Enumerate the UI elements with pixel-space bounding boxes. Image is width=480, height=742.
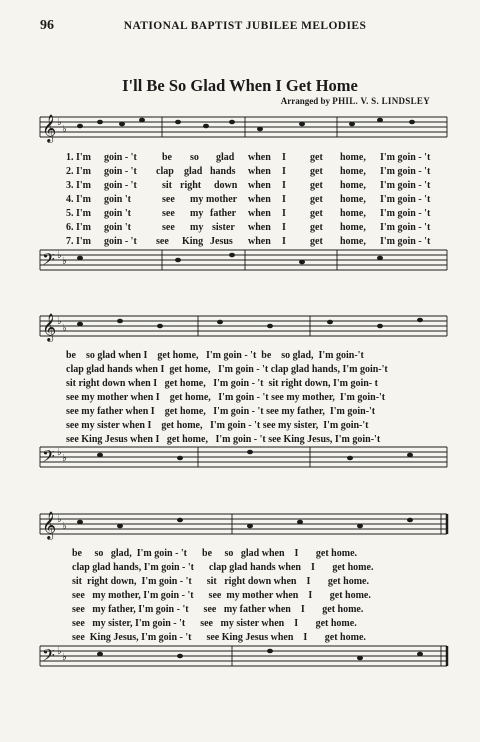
lyric-word: I	[282, 166, 286, 177]
lyric-word: down	[214, 180, 238, 191]
lyric-word: when	[248, 236, 271, 247]
system3-treble-staff	[40, 514, 447, 534]
lyric-word: get	[310, 152, 323, 163]
lyric-row: see King Jesus, I'm goin - 't see King Jesus when I get home.	[72, 632, 366, 643]
lyric-word: hands	[210, 166, 236, 177]
lyric-row: see my sister when I get home, I'm goin - 't see my sister, I'm goin-'t	[66, 420, 369, 431]
lyric-row: see my mother when I get home, I'm goin - 't see my mother, I'm goin-'t	[66, 392, 386, 403]
lyric-word: Jesus	[210, 236, 233, 247]
page-number: 96	[40, 18, 54, 33]
lyric-word: 2. I'm	[66, 166, 91, 177]
flat-icon: ♭	[57, 447, 62, 458]
flat-icon: ♭	[62, 323, 67, 334]
lyric-word: I	[282, 180, 286, 191]
flat-icon: ♭	[57, 514, 62, 525]
lyric-word: get	[310, 194, 323, 205]
lyric-word: when	[248, 194, 271, 205]
lyric-word: 7. I'm	[66, 236, 91, 247]
lyric-word: get	[310, 236, 323, 247]
lyric-word: so	[190, 152, 199, 163]
lyric-word: when	[248, 222, 271, 233]
lyric-word: clap	[156, 166, 174, 177]
lyric-word: mother	[206, 194, 238, 205]
treble-clef-icon: 𝄞	[42, 511, 57, 539]
lyric-word: get	[310, 222, 323, 233]
lyric-word: when	[248, 152, 271, 163]
lyric-word: father	[210, 208, 237, 219]
lyric-word: get	[310, 208, 323, 219]
lyric-word: I	[282, 152, 286, 163]
system1-bass-staff	[40, 250, 447, 270]
lyric-word: home,	[340, 236, 366, 247]
lyric-row: clap glad hands, I'm goin - 't clap glad hands when I get home.	[72, 562, 374, 573]
bass-clef-icon: 𝄢	[42, 249, 55, 273]
lyric-word: 6. I'm	[66, 222, 91, 233]
lyric-row: be so glad when I get home, I'm goin - 't be so glad, I'm goin-'t	[66, 350, 364, 361]
lyric-word: when	[248, 208, 271, 219]
lyric-word: right	[180, 180, 202, 191]
lyric-word: get	[310, 180, 323, 191]
flat-icon: ♭	[62, 124, 67, 135]
flat-icon: ♭	[62, 453, 67, 464]
bass-clef-icon: 𝄢	[42, 446, 55, 470]
arranged-by-label: Arranged by	[280, 96, 331, 106]
lyric-word: I'm goin - 't	[380, 180, 431, 191]
lyric-word: see	[156, 236, 169, 247]
lyric-word: I'm goin - 't	[380, 194, 431, 205]
lyric-word: my	[190, 208, 204, 219]
lyric-word: home,	[340, 194, 366, 205]
lyric-word: I'm goin - 't	[380, 166, 431, 177]
lyric-word: goin - 't	[104, 152, 137, 163]
lyric-row: see King Jesus when I get home, I'm goin - 't see King Jesus, I'm goin-'t	[66, 434, 381, 445]
song-title: I'll Be So Glad When I Get Home	[122, 76, 358, 95]
treble-clef-icon: 𝄞	[42, 114, 57, 142]
lyric-word: I	[282, 208, 286, 219]
flat-icon: ♭	[57, 316, 62, 327]
lyric-word: I'm goin - 't	[380, 222, 431, 233]
lyric-word: 1. I'm	[66, 152, 91, 163]
lyric-row: sit right down, I'm goin - 't sit right down when I get home.	[72, 576, 369, 587]
lyric-word: goin 't	[104, 194, 131, 205]
lyric-word: I'm goin - 't	[380, 152, 431, 163]
lyric-word: 4. I'm	[66, 194, 91, 205]
lyric-word: home,	[340, 222, 366, 233]
lyric-word: home,	[340, 180, 366, 191]
bass-clef-icon: 𝄢	[42, 645, 55, 669]
lyric-word: King	[182, 236, 204, 247]
treble-clef-icon: 𝄞	[42, 313, 57, 341]
lyric-word: home,	[340, 208, 366, 219]
lyric-word: goin - 't	[104, 180, 137, 191]
lyric-word: be	[162, 152, 172, 163]
lyric-word: my	[190, 194, 204, 205]
lyric-word: see	[162, 194, 175, 205]
flat-icon: ♭	[62, 256, 67, 267]
lyric-word: goin 't	[104, 208, 131, 219]
lyric-word: I	[282, 222, 286, 233]
flat-icon: ♭	[57, 117, 62, 128]
lyric-row: clap glad hands when I get home, I'm goin - 't clap glad hands, I'm goin-'t	[66, 364, 388, 375]
lyric-word: goin 't	[104, 222, 131, 233]
flat-icon: ♭	[62, 652, 67, 663]
lyric-row: be so glad, I'm goin - 't be so glad when I get home.	[72, 548, 358, 559]
lyric-word: see	[162, 208, 175, 219]
lyric-word: goin - 't	[104, 236, 137, 247]
lyric-word: when	[248, 180, 271, 191]
lyric-word: home,	[340, 166, 366, 177]
flat-icon: ♭	[62, 521, 67, 532]
lyric-word: 5. I'm	[66, 208, 91, 219]
lyric-row: see my father, I'm goin - 't see my father when I get home.	[72, 604, 364, 615]
lyric-word: 3. I'm	[66, 180, 91, 191]
lyric-word: sit	[162, 180, 172, 191]
lyric-word: when	[248, 166, 271, 177]
system2-treble-staff	[40, 316, 447, 336]
lyric-word: glad	[216, 152, 235, 163]
lyric-word: I	[282, 194, 286, 205]
arranger-name: PHIL. V. S. LINDSLEY	[332, 96, 430, 106]
lyric-word: my	[190, 222, 204, 233]
lyric-word: sister	[212, 222, 235, 233]
book-title: NATIONAL BAPTIST JUBILEE MELODIES	[123, 20, 367, 32]
lyric-word: home,	[340, 152, 366, 163]
lyric-word: I'm goin - 't	[380, 236, 431, 247]
flat-icon: ♭	[57, 646, 62, 657]
flat-icon: ♭	[57, 250, 62, 261]
lyric-word: get	[310, 166, 323, 177]
lyric-row: sit right down when I get home, I'm goin - 't sit right down, I'm goin- t	[66, 378, 378, 389]
lyric-word: I'm goin - 't	[380, 208, 431, 219]
lyric-word: see	[162, 222, 175, 233]
lyric-word: I	[282, 236, 286, 247]
lyric-row: see my father when I get home, I'm goin - 't see my father, I'm goin-'t	[66, 406, 376, 417]
lyric-word: glad	[184, 166, 203, 177]
lyric-row: see my mother, I'm goin - 't see my mother when I get home.	[72, 590, 371, 601]
lyric-row: see my sister, I'm goin - 't see my sister when I get home.	[72, 618, 357, 629]
lyric-word: goin - 't	[104, 166, 137, 177]
